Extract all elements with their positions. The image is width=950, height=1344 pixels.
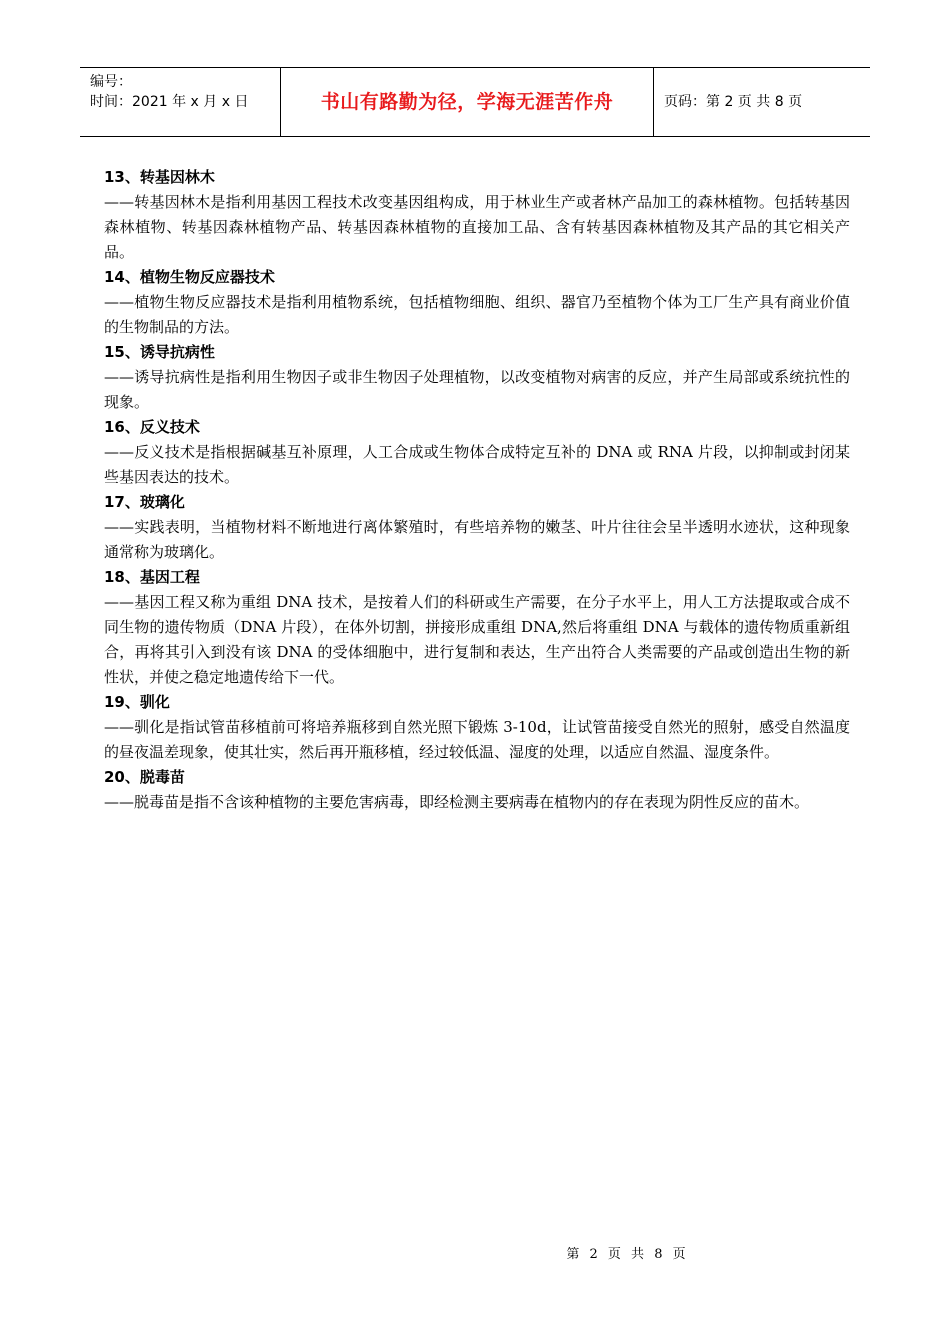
term-description: ——植物生物反应器技术是指利用植物系统，包括植物细胞、组织、器官乃至植物个体为工厂生产具有商业价值的生物制品的方法。 bbox=[104, 293, 850, 336]
term-title: 14、植物生物反应器技术 bbox=[104, 268, 275, 286]
motto-text: 书山有路勤为径，学海无涯苦作舟 bbox=[320, 91, 614, 113]
term-entry bbox=[104, 265, 850, 340]
date-label: 时间：2021 年 x 月 x 日 bbox=[90, 94, 249, 110]
term-entry bbox=[104, 565, 850, 690]
term-title: 19、驯化 bbox=[104, 693, 170, 711]
term-title: 16、反义技术 bbox=[104, 418, 200, 436]
page-footer: 第 2 页 共 8 页 bbox=[566, 1247, 689, 1262]
term-title: 18、基因工程 bbox=[104, 568, 200, 586]
term-entry bbox=[104, 415, 850, 490]
term-description: ——实践表明，当植物材料不断地进行离体繁殖时，有些培养物的嫩茎、叶片往往会呈半透明水迹状，这种现象通常称为玻璃化。 bbox=[104, 518, 850, 561]
term-description: ——诱导抗病性是指利用生物因子或非生物因子处理植物，以改变植物对病害的反应，并产生局部或系统抗性的现象。 bbox=[104, 368, 850, 411]
term-description: ——转基因林木是指利用基因工程技术改变基因组构成，用于林业生产或者林产品加工的森林植物。包括转基因森林植物、转基因森林植物产品、转基因森林植物的直接加工品、含有转基因森林植物及其产品的其它相关产品。 bbox=[104, 193, 850, 261]
term-entry bbox=[104, 165, 850, 265]
term-description: ——脱毒苗是指不含该种植物的主要危害病毒，即经检测主要病毒在植物内的存在表现为阴性反应的苗木。 bbox=[104, 793, 810, 811]
term-title: 13、转基因林木 bbox=[104, 168, 215, 186]
header-page-info: 页码：第 2 页 共 8 页 bbox=[664, 94, 803, 110]
term-entry bbox=[104, 340, 850, 415]
term-title: 20、脱毒苗 bbox=[104, 768, 185, 786]
term-entry bbox=[104, 490, 850, 565]
term-title: 15、诱导抗病性 bbox=[104, 343, 215, 361]
serial-label: 编号： bbox=[90, 74, 132, 90]
header-meta bbox=[80, 68, 281, 136]
term-description: ——基因工程又称为重组 DNA 技术，是按着人们的科研或生产需要，在分子水平上，用人工方法提取或合成不同生物的遗传物质（DNA 片段），在体外切割，拼接形成重组 DNA,然后将重组 DNA 与载体的遗传物质重新组合，再将其引入到没有该 DNA 的受体细胞中，进行复制和表达，生产出符合人类需要的产品或创造出生物的新性状，并使之稳定地遗传给下一代。 bbox=[104, 593, 850, 686]
term-title: 17、玻璃化 bbox=[104, 493, 185, 511]
term-entry bbox=[104, 690, 850, 765]
page-header bbox=[80, 67, 870, 137]
term-description: ——驯化是指试管苗移植前可将培养瓶移到自然光照下锻炼 3-10d，让试管苗接受自然光的照射，感受自然温度的昼夜温差现象，使其壮实，然后再开瓶移植，经过较低温、湿度的处理，以适应自然温、湿度条件。 bbox=[104, 718, 850, 761]
header-motto-cell bbox=[281, 68, 654, 136]
term-entry bbox=[104, 765, 850, 815]
term-description: ——反义技术是指根据碱基互补原理，人工合成或生物体合成特定互补的 DNA 或 RNA 片段，以抑制或封闭某些基因表达的技术。 bbox=[104, 443, 850, 486]
document-body bbox=[104, 165, 850, 815]
